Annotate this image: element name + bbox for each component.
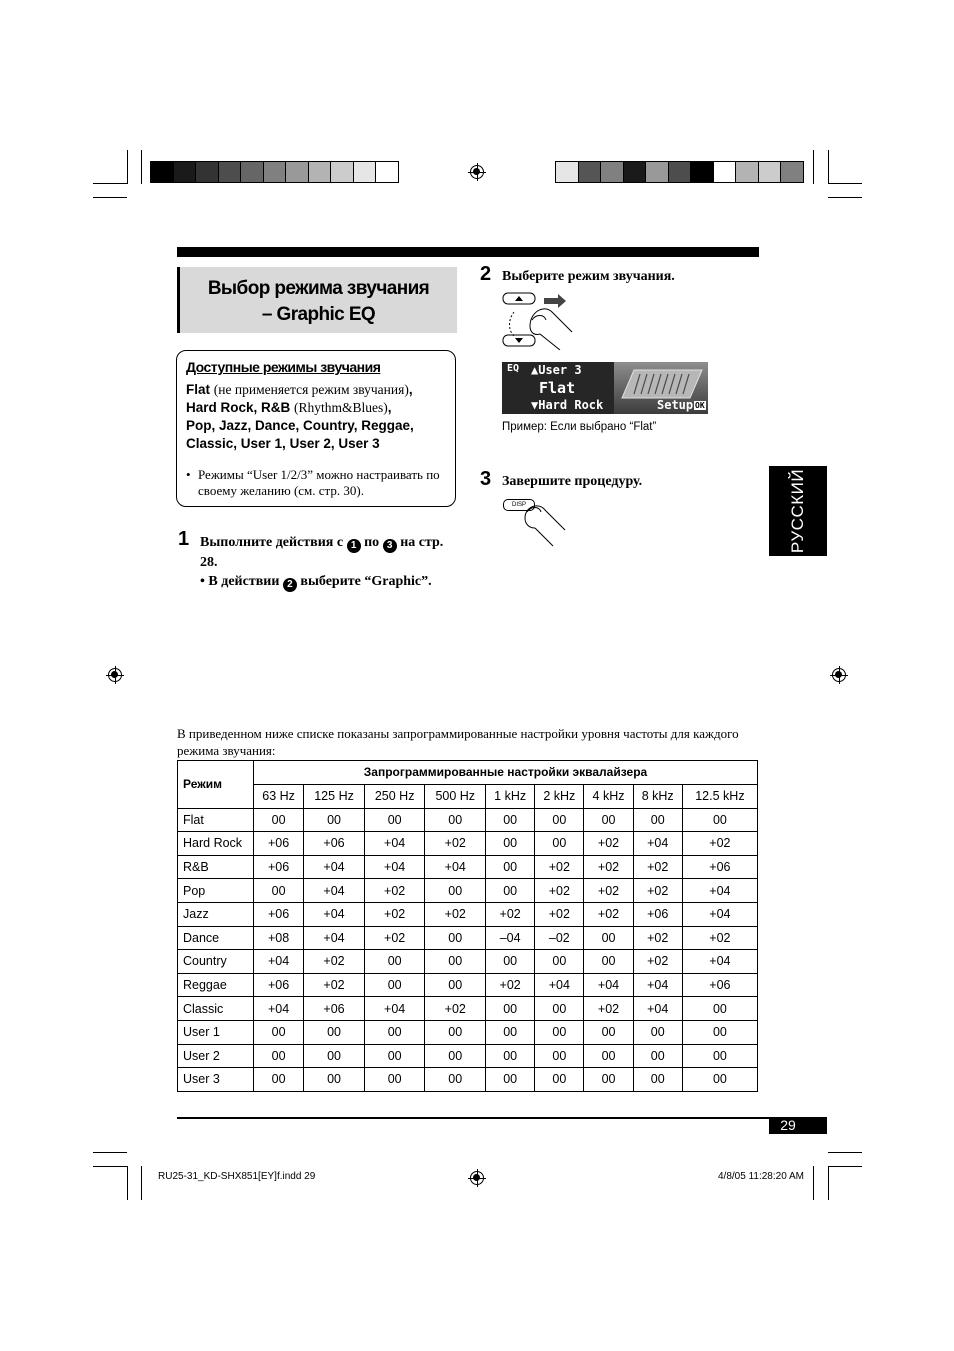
table-row: [178, 902, 758, 926]
eq-value-cell: –02: [535, 926, 584, 950]
eq-value-cell: 00: [486, 997, 535, 1021]
eq-value-cell: +02: [304, 950, 365, 974]
eq-value-cell: +02: [633, 855, 682, 879]
eq-value-cell: 00: [682, 1020, 757, 1044]
eq-value-cell: +06: [682, 855, 757, 879]
color-swatch: [624, 162, 647, 182]
equalizer-presets-table: [177, 760, 758, 1092]
eq-value-cell: +02: [364, 926, 425, 950]
eq-value-cell: 00: [304, 808, 365, 832]
eq-value-cell: 00: [486, 832, 535, 856]
eq-value-cell: +04: [584, 973, 633, 997]
eq-value-cell: 00: [425, 808, 486, 832]
eq-value-cell: +02: [633, 950, 682, 974]
crop-mark: [828, 183, 862, 184]
eq-value-cell: 00: [486, 950, 535, 974]
band-header: 500 Hz: [425, 784, 486, 808]
table-row: [178, 997, 758, 1021]
eq-value-cell: +06: [304, 832, 365, 856]
eq-value-cell: +04: [304, 902, 365, 926]
color-swatch: [331, 162, 354, 182]
mode-name-cell: Jazz: [178, 902, 254, 926]
eq-value-cell: 00: [535, 950, 584, 974]
eq-value-cell: 00: [254, 1020, 304, 1044]
eq-value-cell: 00: [425, 950, 486, 974]
color-swatch: [286, 162, 309, 182]
color-swatch: [151, 162, 174, 182]
step-3-number: 3: [480, 468, 492, 490]
eq-value-cell: +06: [304, 997, 365, 1021]
table-intro-text: В приведенном ниже списке показаны запрограммированные настройки уровня частоты для каждого режима звучания:: [177, 726, 739, 758]
mode-name-cell: Classic: [178, 997, 254, 1021]
crop-mark: [813, 150, 814, 184]
lcd-caption: Пример: Если выбрано “Flat”: [502, 421, 657, 433]
table-row: [178, 855, 758, 879]
circle-number-icon: 1: [347, 539, 361, 553]
eq-value-cell: +02: [425, 997, 486, 1021]
table-row: [178, 1068, 758, 1092]
section-title-line1: Выбор режима звучания: [207, 278, 430, 299]
table-row: [178, 879, 758, 903]
eq-value-cell: 00: [535, 1020, 584, 1044]
eq-value-cell: 00: [304, 1020, 365, 1044]
eq-value-cell: 00: [535, 997, 584, 1021]
color-swatch: [309, 162, 332, 182]
eq-value-cell: 00: [486, 879, 535, 903]
registration-mark-icon: [832, 668, 846, 682]
registration-mark-icon: [470, 165, 484, 179]
band-header: 2 kHz: [535, 784, 584, 808]
color-calibration-bar-right: [555, 161, 804, 183]
eq-value-cell: 00: [364, 1020, 425, 1044]
mode-name-cell: User 2: [178, 1044, 254, 1068]
mode-name-cell: Country: [178, 950, 254, 974]
eq-value-cell: 00: [584, 1044, 633, 1068]
eq-value-cell: 00: [535, 832, 584, 856]
eq-value-cell: +04: [682, 879, 757, 903]
eq-value-cell: +04: [682, 950, 757, 974]
circle-number-icon: 3: [383, 539, 397, 553]
eq-value-cell: 00: [425, 1044, 486, 1068]
mode-column-header: Режим: [178, 761, 254, 809]
mode-name-cell: R&B: [178, 855, 254, 879]
registration-mark-icon: [470, 1171, 484, 1185]
eq-group-header: Запрограммированные настройки эквалайзера: [254, 761, 758, 785]
eq-value-cell: +06: [254, 973, 304, 997]
color-swatch: [601, 162, 624, 182]
color-swatch: [241, 162, 264, 182]
eq-value-cell: +06: [254, 855, 304, 879]
eq-value-cell: +02: [364, 879, 425, 903]
available-modes-box: [176, 350, 456, 507]
band-header: 12.5 kHz: [682, 784, 757, 808]
lcd-ok-label: OK: [695, 401, 705, 410]
eq-value-cell: +04: [364, 855, 425, 879]
mode-name-cell: User 3: [178, 1068, 254, 1092]
eq-value-cell: +06: [682, 973, 757, 997]
eq-value-cell: 00: [682, 1044, 757, 1068]
eq-value-cell: +04: [364, 997, 425, 1021]
eq-value-cell: +02: [682, 926, 757, 950]
eq-value-cell: 00: [486, 855, 535, 879]
crop-mark: [93, 183, 127, 184]
eq-value-cell: +02: [584, 832, 633, 856]
color-swatch: [714, 162, 737, 182]
eq-value-cell: 00: [364, 1068, 425, 1092]
crop-mark: [127, 1166, 128, 1200]
circle-number-icon: 2: [283, 578, 297, 592]
eq-value-cell: +02: [425, 902, 486, 926]
available-modes-list: Flat (не применяется режим звучания), Hard Rock, R&B (Rhythm&Blues), Pop, Jazz, Dance, Country, Reggae, Classic, User 1, User 2, User 3: [186, 382, 414, 451]
color-swatch: [781, 162, 803, 182]
crop-mark: [828, 197, 862, 198]
language-tab: РУССКИЙ: [769, 466, 827, 556]
eq-value-cell: 00: [486, 1020, 535, 1044]
crop-mark: [141, 150, 142, 184]
crop-mark: [93, 1152, 127, 1153]
mode-list-line3: Pop, Jazz, Dance, Country, Reggae,: [186, 418, 414, 433]
color-swatch: [646, 162, 669, 182]
step-1-number: 1: [178, 528, 190, 550]
lcd-setup-label: Setup: [657, 398, 694, 412]
band-header: 4 kHz: [584, 784, 633, 808]
table-row: [178, 973, 758, 997]
mode-name-cell: Hard Rock: [178, 832, 254, 856]
eq-value-cell: +02: [364, 902, 425, 926]
table-header-row: [178, 761, 758, 785]
mode-flat: Flat: [186, 382, 211, 397]
crop-mark: [828, 1152, 862, 1153]
table-row: [178, 832, 758, 856]
table-row: [178, 1044, 758, 1068]
eq-value-cell: +04: [364, 832, 425, 856]
eq-value-cell: +04: [633, 832, 682, 856]
eq-value-cell: 00: [535, 808, 584, 832]
eq-value-cell: 00: [584, 950, 633, 974]
eq-value-cell: +02: [535, 855, 584, 879]
footer-rule: [177, 1117, 827, 1119]
mode-name-cell: Pop: [178, 879, 254, 903]
mode-hardrock-rb: Hard Rock, R&B: [186, 400, 291, 415]
crop-mark: [828, 150, 829, 184]
eq-value-cell: +02: [486, 902, 535, 926]
eq-value-cell: 00: [304, 1068, 365, 1092]
eq-value-cell: +02: [633, 879, 682, 903]
eq-value-cell: 00: [254, 1068, 304, 1092]
eq-value-cell: 00: [633, 1020, 682, 1044]
eq-value-cell: 00: [425, 973, 486, 997]
color-swatch: [556, 162, 579, 182]
section-title-line2: – Graphic EQ: [261, 304, 376, 325]
disp-button: DISP: [503, 499, 535, 511]
crop-mark: [813, 1166, 814, 1200]
eq-value-cell: +02: [584, 879, 633, 903]
mode-name-cell: Reggae: [178, 973, 254, 997]
footer-filename: RU25-31_KD-SHX851[EY]f.indd 29: [158, 1171, 316, 1182]
available-modes-heading: Доступные режимы звучания: [186, 359, 381, 375]
eq-value-cell: +08: [254, 926, 304, 950]
crop-mark: [93, 197, 127, 198]
eq-value-cell: +04: [254, 997, 304, 1021]
eq-value-cell: +02: [486, 973, 535, 997]
band-header: 8 kHz: [633, 784, 682, 808]
eq-value-cell: +02: [535, 902, 584, 926]
eq-value-cell: 00: [682, 1068, 757, 1092]
eq-value-cell: 00: [254, 879, 304, 903]
eq-value-cell: +04: [535, 973, 584, 997]
eq-value-cell: +02: [535, 879, 584, 903]
lcd-bottom-line: ▼Hard Rock: [531, 398, 604, 412]
color-calibration-bar-left: [150, 161, 399, 183]
eq-value-cell: 00: [633, 1044, 682, 1068]
mode-list-line4: Classic, User 1, User 2, User 3: [186, 436, 380, 451]
eq-value-cell: +02: [633, 926, 682, 950]
step-1-bullet: • В действии 2 выберите “Graphic”.: [200, 574, 432, 590]
lcd-selected-mode: Flat: [539, 379, 576, 397]
crop-mark: [828, 1166, 829, 1200]
color-swatch: [736, 162, 759, 182]
color-swatch: [691, 162, 714, 182]
mode-name-cell: Dance: [178, 926, 254, 950]
eq-value-cell: 00: [584, 808, 633, 832]
eq-value-cell: 00: [425, 926, 486, 950]
band-header: 1 kHz: [486, 784, 535, 808]
eq-value-cell: 00: [254, 1044, 304, 1068]
color-swatch: [759, 162, 782, 182]
mode-rb-note: (Rhythm&Blues): [294, 400, 388, 415]
eq-value-cell: 00: [304, 1044, 365, 1068]
eq-value-cell: 00: [535, 1044, 584, 1068]
eq-value-cell: 00: [425, 1020, 486, 1044]
table-row: [178, 808, 758, 832]
eq-value-cell: –04: [486, 926, 535, 950]
eq-value-cell: +02: [584, 855, 633, 879]
color-swatch: [376, 162, 398, 182]
color-swatch: [196, 162, 219, 182]
eq-value-cell: 00: [682, 997, 757, 1021]
band-header: 125 Hz: [304, 784, 365, 808]
crop-mark: [141, 1166, 142, 1200]
eq-value-cell: +02: [584, 902, 633, 926]
eq-value-cell: +06: [254, 832, 304, 856]
eq-value-cell: 00: [364, 808, 425, 832]
crop-mark: [93, 1166, 127, 1167]
color-swatch: [219, 162, 242, 182]
lcd-display: [502, 362, 708, 414]
eq-value-cell: +02: [304, 973, 365, 997]
table-row: [178, 1020, 758, 1044]
eq-value-cell: +06: [633, 902, 682, 926]
color-swatch: [669, 162, 692, 182]
eq-value-cell: 00: [364, 950, 425, 974]
eq-value-cell: +04: [682, 902, 757, 926]
eq-value-cell: 00: [254, 808, 304, 832]
eq-value-cell: +02: [682, 832, 757, 856]
color-swatch: [354, 162, 377, 182]
band-header-row: [178, 784, 758, 808]
eq-value-cell: +04: [304, 855, 365, 879]
page-number-tab: [769, 1117, 827, 1134]
eq-value-cell: 00: [584, 1020, 633, 1044]
step-2-number: 2: [480, 263, 492, 285]
color-swatch: [174, 162, 197, 182]
step-2-text: Выберите режим звучания.: [502, 269, 675, 284]
eq-value-cell: +04: [633, 997, 682, 1021]
eq-value-cell: 00: [364, 973, 425, 997]
eq-value-cell: 00: [584, 1068, 633, 1092]
eq-value-cell: 00: [425, 879, 486, 903]
crop-mark: [127, 150, 128, 184]
step-1-text: Выполните действия с 1 по 3 на стр. 28.: [200, 535, 444, 570]
eq-value-cell: +04: [425, 855, 486, 879]
eq-value-cell: +04: [633, 973, 682, 997]
color-swatch: [579, 162, 602, 182]
eq-value-cell: 00: [633, 1068, 682, 1092]
header-rule: [177, 247, 759, 257]
eq-value-cell: 00: [633, 808, 682, 832]
crop-mark: [828, 1166, 862, 1167]
eq-value-cell: +06: [254, 902, 304, 926]
eq-value-cell: 00: [584, 926, 633, 950]
band-header: 63 Hz: [254, 784, 304, 808]
finger-icon: [530, 309, 572, 350]
mode-name-cell: Flat: [178, 808, 254, 832]
eq-value-cell: 00: [486, 1044, 535, 1068]
lcd-eq-label: EQ: [507, 363, 520, 374]
eq-value-cell: +02: [425, 832, 486, 856]
eq-value-cell: 00: [486, 808, 535, 832]
table-row: [178, 950, 758, 974]
step-3-text: Завершите процедуру.: [502, 474, 643, 489]
eq-value-cell: 00: [364, 1044, 425, 1068]
eq-value-cell: +04: [304, 879, 365, 903]
page-number: 29: [775, 1117, 801, 1134]
eq-value-cell: 00: [535, 1068, 584, 1092]
color-swatch: [264, 162, 287, 182]
finger-icon: [515, 500, 575, 550]
up-down-buttons-illustration: [500, 290, 580, 350]
arrow-right-icon: [544, 294, 566, 308]
eq-value-cell: 00: [682, 808, 757, 832]
lcd-top-line: ▲User 3: [531, 363, 582, 377]
mode-name-cell: User 1: [178, 1020, 254, 1044]
eq-value-cell: +02: [584, 997, 633, 1021]
eq-value-cell: +04: [304, 926, 365, 950]
registration-mark-icon: [108, 668, 122, 682]
band-header: 250 Hz: [364, 784, 425, 808]
eq-value-cell: 00: [486, 1068, 535, 1092]
footer-datetime: 4/8/05 11:28:20 AM: [718, 1171, 804, 1182]
table-row: [178, 926, 758, 950]
eq-value-cell: 00: [425, 1068, 486, 1092]
user-modes-note: • Режимы “User 1/2/3” можно настраивать по своему желанию (см. стр. 30).: [186, 467, 440, 498]
eq-value-cell: +04: [254, 950, 304, 974]
section-title-box: [177, 267, 457, 333]
mode-flat-note: (не применяется режим звучания): [213, 382, 409, 397]
